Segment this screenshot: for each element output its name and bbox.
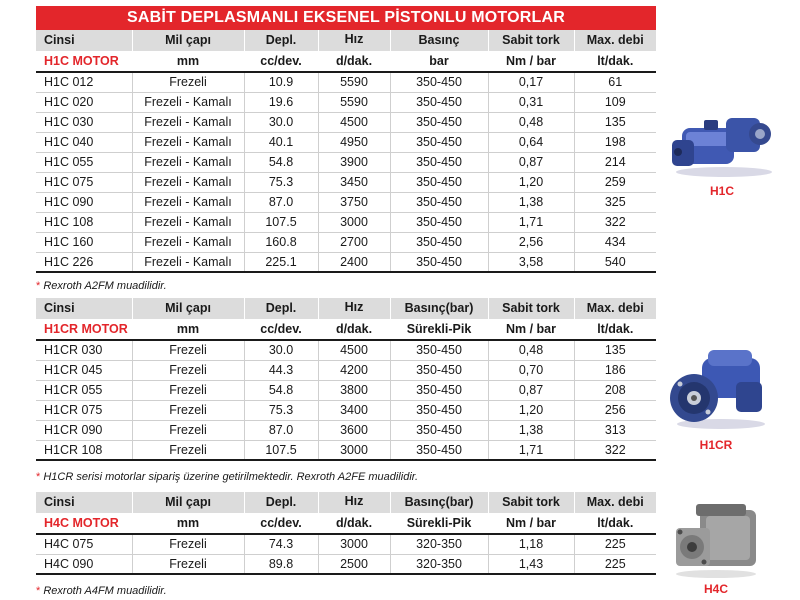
table-row: [36, 360, 656, 380]
table-row-cell: Frezeli - Kamalı: [132, 252, 244, 272]
header-row-cell: Sabit tork: [488, 30, 574, 51]
table-row-cell: 30.0: [244, 112, 318, 132]
h1cr-motor-image: [666, 342, 776, 432]
table-row-cell: Frezeli - Kamalı: [132, 192, 244, 212]
table-row-cell: 109: [574, 92, 656, 112]
table-row-cell: Frezeli: [132, 380, 244, 400]
table-row-cell: 10.9: [244, 72, 318, 92]
header-row-cell: Basınç(bar): [390, 492, 488, 513]
table-row: [36, 534, 656, 554]
unit-row-cell: H1CR MOTOR: [36, 319, 132, 340]
table-row-cell: H1C 030: [36, 112, 132, 132]
table-row-cell: Frezeli - Kamalı: [132, 112, 244, 132]
table-row-cell: 54.8: [244, 152, 318, 172]
table-row-cell: 259: [574, 172, 656, 192]
header-row-cell: Basınç: [390, 30, 488, 51]
table-row-cell: 1,18: [488, 534, 574, 554]
unit-row-cell: H4C MOTOR: [36, 513, 132, 534]
header-row-cell: Mil çapı: [132, 30, 244, 51]
table-row-cell: H1C 108: [36, 212, 132, 232]
table-row-cell: H1CR 055: [36, 380, 132, 400]
table-row-cell: H1CR 030: [36, 340, 132, 360]
table-row: [36, 252, 656, 272]
unit-row-cell: Nm / bar: [488, 319, 574, 340]
h4c-spec-table: [36, 492, 656, 575]
table-row-cell: 1,71: [488, 440, 574, 460]
header-row-cell: Mil çapı: [132, 298, 244, 319]
table-row-cell: 225: [574, 534, 656, 554]
table-row-cell: H4C 090: [36, 554, 132, 574]
table-row-cell: 350-450: [390, 360, 488, 380]
table-row-cell: H1C 160: [36, 232, 132, 252]
table-row-cell: 350-450: [390, 440, 488, 460]
table-row-cell: 2700: [318, 232, 390, 252]
unit-row-cell: Nm / bar: [488, 51, 574, 72]
header-row-cell: Hız: [318, 492, 390, 513]
table-row-cell: 350-450: [390, 172, 488, 192]
table-row-cell: 87.0: [244, 192, 318, 212]
header-row-cell: Depl.: [244, 492, 318, 513]
table-row-cell: Frezeli: [132, 340, 244, 360]
unit-row-cell: cc/dev.: [244, 513, 318, 534]
table-row-cell: 135: [574, 112, 656, 132]
table-row-cell: 208: [574, 380, 656, 400]
table-row-cell: Frezeli: [132, 440, 244, 460]
table-row-cell: 3000: [318, 212, 390, 232]
table-row-cell: 320-350: [390, 554, 488, 574]
table-row-cell: 225.1: [244, 252, 318, 272]
table-row-cell: Frezeli: [132, 400, 244, 420]
table-row-cell: 19.6: [244, 92, 318, 112]
unit-row-cell: mm: [132, 319, 244, 340]
table-row: [36, 380, 656, 400]
header-row-cell: Cinsi: [36, 30, 132, 51]
h1c-spec-table: [36, 30, 656, 273]
table-row: [36, 92, 656, 112]
unit-row-cell: lt/dak.: [574, 513, 656, 534]
table-row-cell: 3450: [318, 172, 390, 192]
table-row-cell: 322: [574, 440, 656, 460]
table-row-cell: 3000: [318, 440, 390, 460]
table-row: [36, 132, 656, 152]
unit-row-cell: cc/dev.: [244, 51, 318, 72]
header-row-cell: Hız: [318, 298, 390, 319]
header-row-cell: Depl.: [244, 30, 318, 51]
table-row-cell: Frezeli: [132, 420, 244, 440]
table-row: [36, 440, 656, 460]
table-row-cell: Frezeli - Kamalı: [132, 212, 244, 232]
table-row-cell: 1,20: [488, 400, 574, 420]
table-row-cell: 135: [574, 340, 656, 360]
table-row-cell: 350-450: [390, 212, 488, 232]
table-row-cell: 5590: [318, 72, 390, 92]
table-row: [36, 232, 656, 252]
table-row-cell: Frezeli - Kamalı: [132, 92, 244, 112]
table-row-cell: 4200: [318, 360, 390, 380]
table-row-cell: 350-450: [390, 340, 488, 360]
table-row-cell: 75.3: [244, 400, 318, 420]
table-row-cell: 0,31: [488, 92, 574, 112]
header-row-cell: Max. debi: [574, 492, 656, 513]
table-row-cell: 1,71: [488, 212, 574, 232]
unit-row-cell: Nm / bar: [488, 513, 574, 534]
table-row-cell: 107.5: [244, 440, 318, 460]
unit-row-cell: mm: [132, 513, 244, 534]
table-row-cell: 320-350: [390, 534, 488, 554]
table-row-cell: 0,87: [488, 152, 574, 172]
table-row: [36, 420, 656, 440]
table-row-cell: 256: [574, 400, 656, 420]
table-row-cell: 350-450: [390, 252, 488, 272]
table-row-cell: 44.3: [244, 360, 318, 380]
table-row-cell: 74.3: [244, 534, 318, 554]
table-row-cell: H1C 012: [36, 72, 132, 92]
h4c-note: * Rexroth A4FM muadilidir.: [36, 585, 167, 597]
h1c-motor-image: [664, 100, 784, 180]
table-row-cell: 3750: [318, 192, 390, 212]
table-row-cell: 0,17: [488, 72, 574, 92]
table-row-cell: 350-450: [390, 192, 488, 212]
table-row: [36, 192, 656, 212]
table-row-cell: 1,38: [488, 420, 574, 440]
unit-row-cell: d/dak.: [318, 51, 390, 72]
table-row-cell: Frezeli: [132, 360, 244, 380]
table-row-cell: 350-450: [390, 112, 488, 132]
table-row: [36, 172, 656, 192]
table-row-cell: 350-450: [390, 420, 488, 440]
table-row-cell: 1,38: [488, 192, 574, 212]
header-row-cell: Sabit tork: [488, 298, 574, 319]
table-row-cell: H1C 075: [36, 172, 132, 192]
unit-row-cell: mm: [132, 51, 244, 72]
table-row-cell: H1CR 090: [36, 420, 132, 440]
h1cr-note-text: H1CR serisi motorlar sipariş üzerine getirilmektedir. Rexroth A2FE muadilidir.: [43, 471, 419, 483]
table-row-cell: 186: [574, 360, 656, 380]
header-row-cell: Hız: [318, 30, 390, 51]
unit-row-cell: bar: [390, 51, 488, 72]
unit-row-cell: H1C MOTOR: [36, 51, 132, 72]
table-row-cell: 160.8: [244, 232, 318, 252]
table-row-cell: Frezeli - Kamalı: [132, 152, 244, 172]
header-row-cell: Cinsi: [36, 492, 132, 513]
table-row-cell: 313: [574, 420, 656, 440]
table-row-cell: 89.8: [244, 554, 318, 574]
header-row-cell: Basınç(bar): [390, 298, 488, 319]
unit-row-cell: Sürekli-Pik: [390, 319, 488, 340]
h1cr-spec-table: [36, 298, 656, 461]
page-title: SABİT DEPLASMANLI EKSENEL PİSTONLU MOTORLAR: [36, 6, 656, 30]
table-row-cell: 2400: [318, 252, 390, 272]
table-row-cell: 225: [574, 554, 656, 574]
table-row-cell: Frezeli: [132, 554, 244, 574]
h4c-note-text: Rexroth A4FM muadilidir.: [43, 585, 167, 597]
table-row-cell: Frezeli: [132, 534, 244, 554]
table-row: [36, 400, 656, 420]
table-row-cell: 350-450: [390, 380, 488, 400]
table-row-cell: 107.5: [244, 212, 318, 232]
table-row: [36, 340, 656, 360]
table-row-cell: 540: [574, 252, 656, 272]
table-row: [36, 212, 656, 232]
table-row-cell: H1CR 045: [36, 360, 132, 380]
table-row-cell: 0,64: [488, 132, 574, 152]
table-row-cell: H1C 226: [36, 252, 132, 272]
table-row-cell: 4950: [318, 132, 390, 152]
table-row-cell: 350-450: [390, 232, 488, 252]
table-row-cell: 322: [574, 212, 656, 232]
table-row-cell: H1C 040: [36, 132, 132, 152]
table-row: [36, 72, 656, 92]
table-row-cell: 5590: [318, 92, 390, 112]
table-row-cell: 4500: [318, 340, 390, 360]
h1c-note-text: Rexroth A2FM muadilidir.: [43, 280, 167, 292]
table-row-cell: 350-450: [390, 72, 488, 92]
table-row-cell: 0,48: [488, 340, 574, 360]
header-row-cell: Max. debi: [574, 298, 656, 319]
header-row-cell: Depl.: [244, 298, 318, 319]
table-row-cell: 0,87: [488, 380, 574, 400]
table-row-cell: 350-450: [390, 132, 488, 152]
h4c-motor-image: [666, 500, 766, 580]
header-row-cell: Mil çapı: [132, 492, 244, 513]
table-row-cell: 75.3: [244, 172, 318, 192]
table-row-cell: 434: [574, 232, 656, 252]
table-row-cell: Frezeli - Kamalı: [132, 132, 244, 152]
h1cr-image-label: H1CR: [699, 438, 733, 452]
table-row-cell: H1CR 108: [36, 440, 132, 460]
table-row-cell: 30.0: [244, 340, 318, 360]
table-row: [36, 554, 656, 574]
table-row-cell: 2,56: [488, 232, 574, 252]
table-row-cell: 54.8: [244, 380, 318, 400]
header-row: [36, 298, 656, 319]
table-row: [36, 112, 656, 132]
unit-row-cell: cc/dev.: [244, 319, 318, 340]
table-row: [36, 152, 656, 172]
table-row-cell: Frezeli - Kamalı: [132, 172, 244, 192]
header-row: [36, 30, 656, 51]
table-row-cell: 350-450: [390, 152, 488, 172]
table-row-cell: 0,48: [488, 112, 574, 132]
table-row-cell: 3600: [318, 420, 390, 440]
table-row-cell: 3,58: [488, 252, 574, 272]
unit-row-cell: d/dak.: [318, 513, 390, 534]
table-row-cell: 61: [574, 72, 656, 92]
h4c-image-label: H4C: [703, 582, 728, 596]
unit-row-cell: d/dak.: [318, 319, 390, 340]
table-row-cell: 325: [574, 192, 656, 212]
unit-row-cell: lt/dak.: [574, 319, 656, 340]
table-row-cell: 1,20: [488, 172, 574, 192]
table-row-cell: 350-450: [390, 92, 488, 112]
table-row-cell: Frezeli: [132, 72, 244, 92]
table-row-cell: 2500: [318, 554, 390, 574]
table-row-cell: 87.0: [244, 420, 318, 440]
table-row-cell: 214: [574, 152, 656, 172]
table-row-cell: H1CR 075: [36, 400, 132, 420]
table-row-cell: 3900: [318, 152, 390, 172]
header-row-cell: Max. debi: [574, 30, 656, 51]
table-row-cell: 3800: [318, 380, 390, 400]
table-row-cell: H1C 020: [36, 92, 132, 112]
table-row-cell: 0,70: [488, 360, 574, 380]
h1c-note: * Rexroth A2FM muadilidir.: [36, 280, 167, 292]
table-row-cell: 3000: [318, 534, 390, 554]
table-row-cell: 4500: [318, 112, 390, 132]
h1cr-note: * H1CR serisi motorlar sipariş üzerine getirilmektedir. Rexroth A2FE muadilidir.: [36, 471, 419, 483]
unit-row: [36, 51, 656, 72]
table-row-cell: 198: [574, 132, 656, 152]
table-row-cell: H1C 055: [36, 152, 132, 172]
table-row-cell: 3400: [318, 400, 390, 420]
unit-row: [36, 513, 656, 534]
h1c-image-label: H1C: [709, 184, 734, 198]
header-row-cell: Cinsi: [36, 298, 132, 319]
table-row-cell: Frezeli - Kamalı: [132, 232, 244, 252]
unit-row-cell: Sürekli-Pik: [390, 513, 488, 534]
table-row-cell: H4C 075: [36, 534, 132, 554]
table-row-cell: 40.1: [244, 132, 318, 152]
table-row-cell: H1C 090: [36, 192, 132, 212]
unit-row-cell: lt/dak.: [574, 51, 656, 72]
header-row: [36, 492, 656, 513]
unit-row: [36, 319, 656, 340]
table-row-cell: 1,43: [488, 554, 574, 574]
table-row-cell: 350-450: [390, 400, 488, 420]
header-row-cell: Sabit tork: [488, 492, 574, 513]
